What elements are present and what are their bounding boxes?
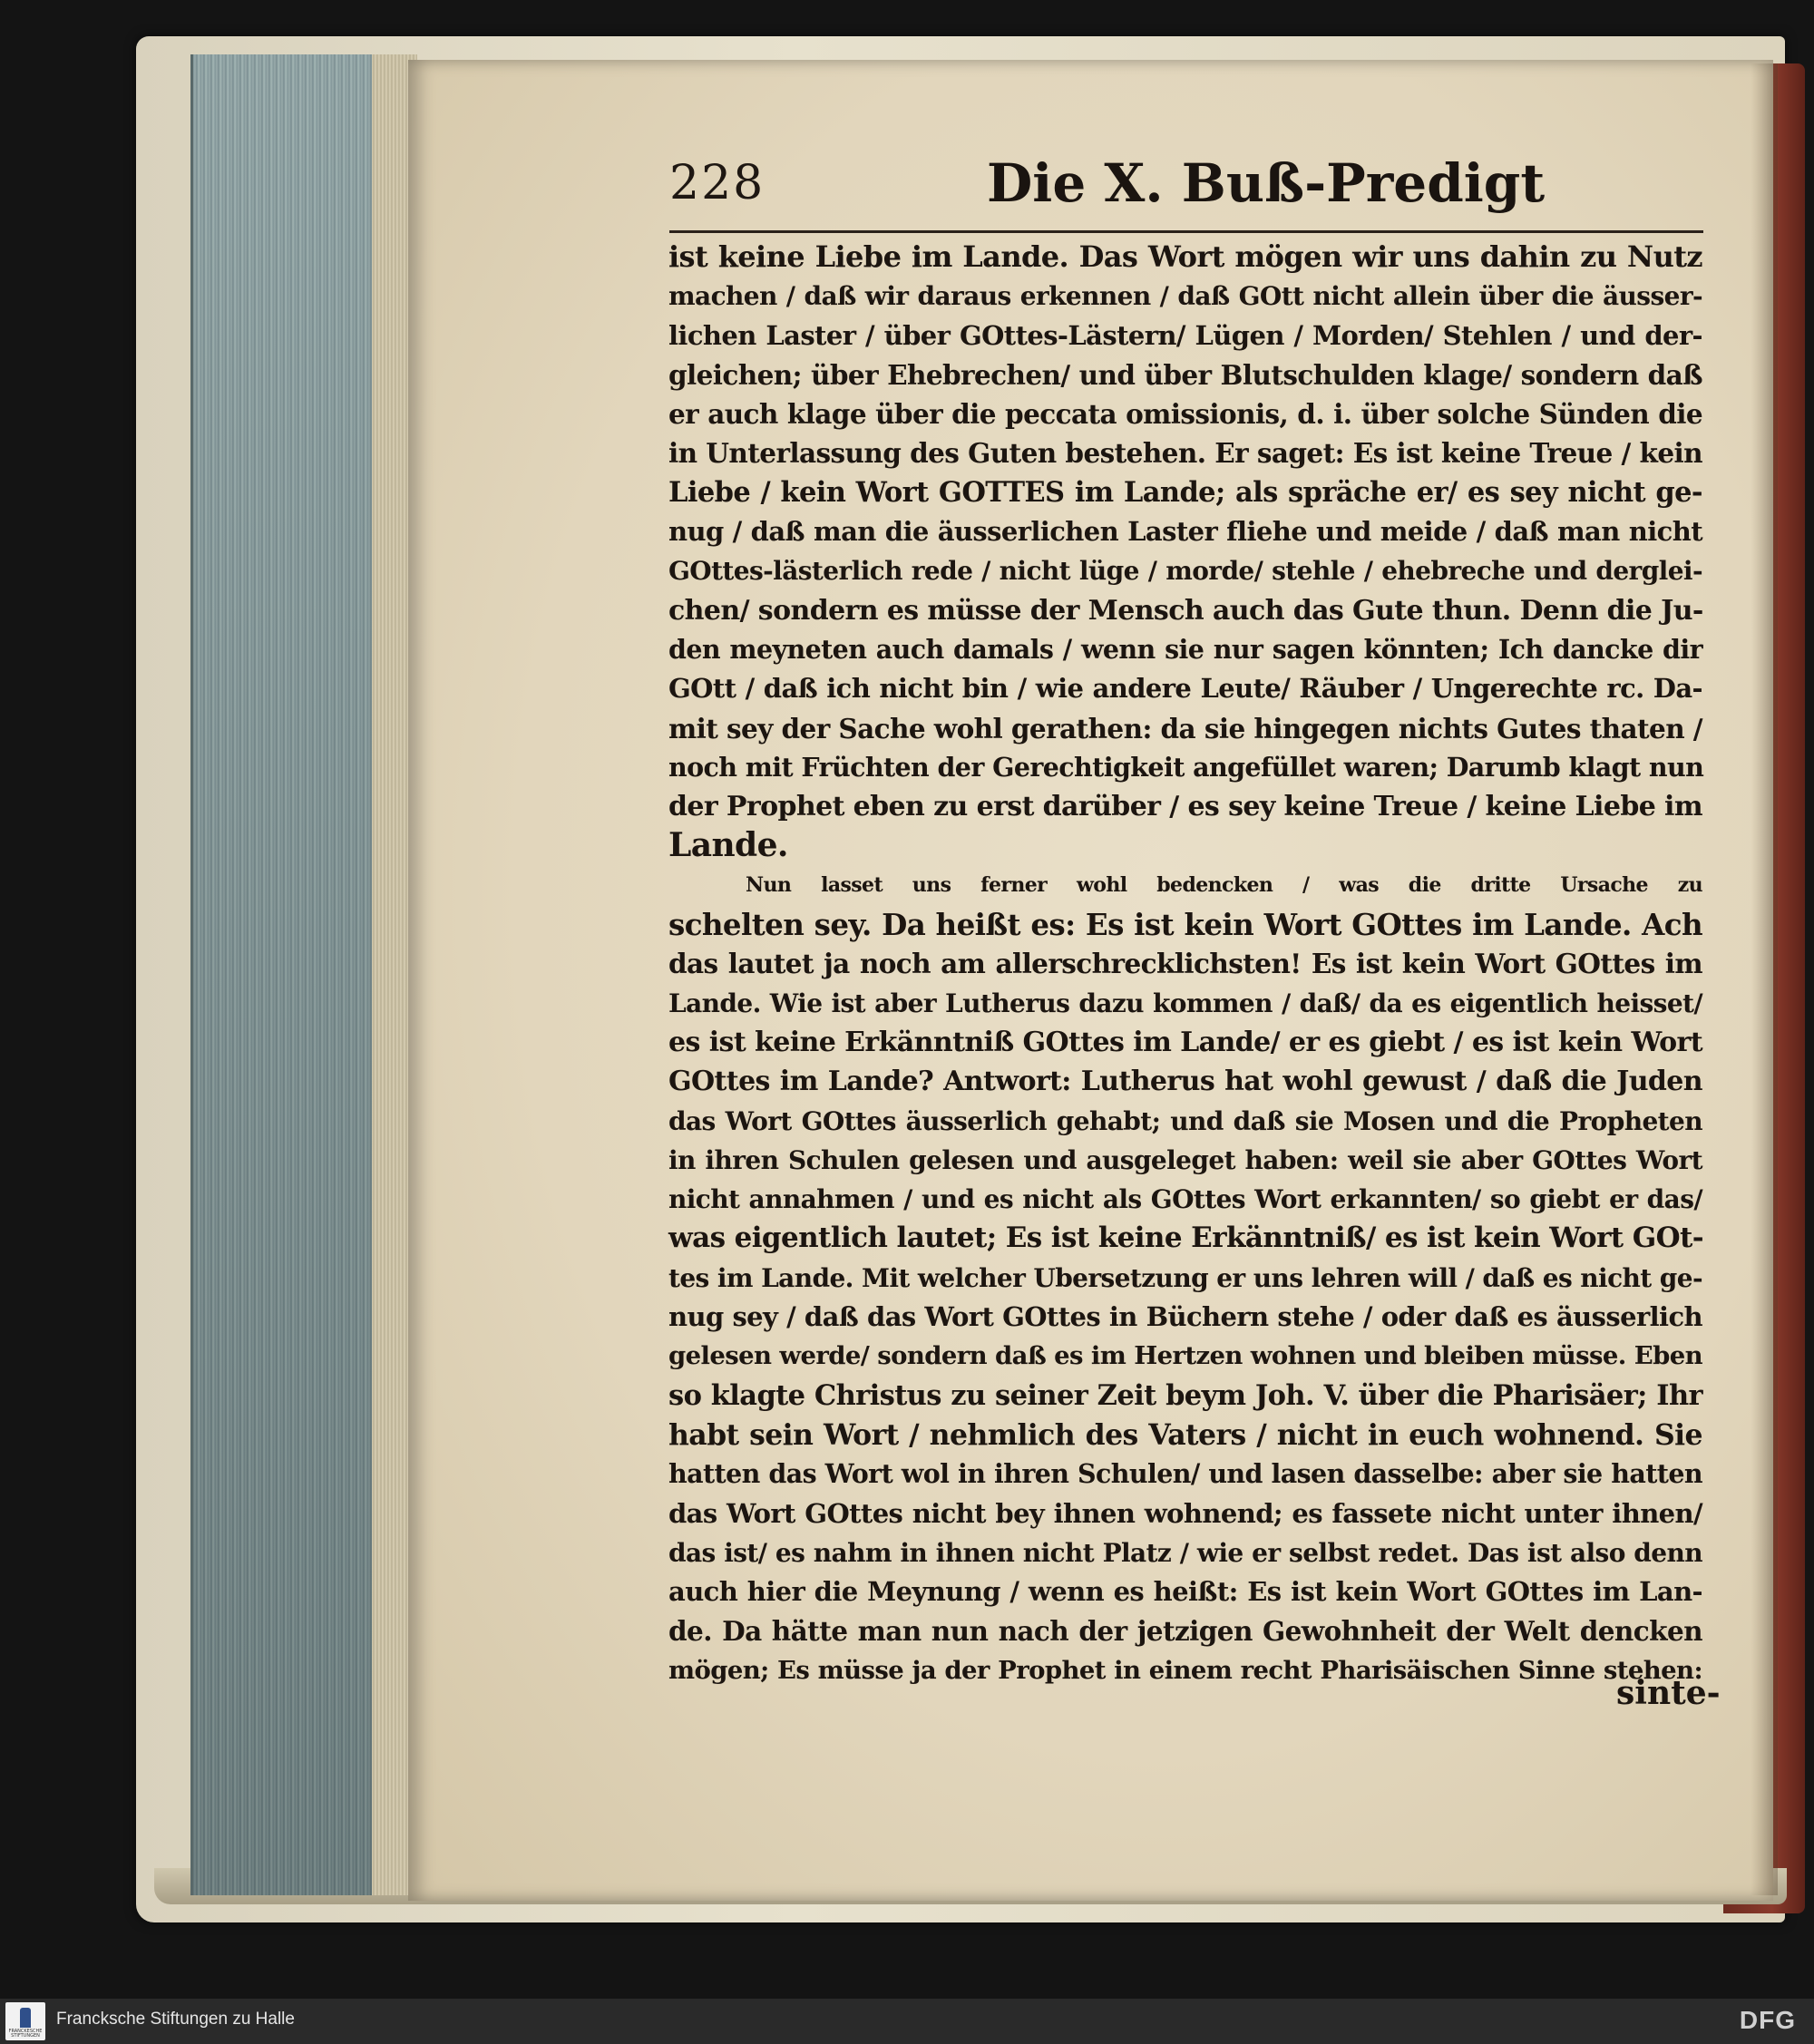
- text-line: auch hier die Meynung / wenn es heißt: Es ist kein Wort GOttes im Lan-: [668, 1576, 1702, 1608]
- text-line: Lande.: [668, 826, 788, 865]
- text-line: machen / daß wir daraus erkennen / daß GOtt nicht allein über die äusser-: [668, 281, 1702, 312]
- text-line: noch mit Früchten der Gerechtigkeit angefüllet waren; Darumb klagt nun: [668, 751, 1704, 783]
- text-line: in ihren Schulen gelesen und ausgeleget haben: weil sie aber GOttes Wort: [668, 1144, 1702, 1175]
- running-title: Die X. Buß-Predigt: [987, 152, 1546, 214]
- text-line: GOttes-lästerlich rede / nicht lüge / morde/ stehle / ehebreche und derglei-: [668, 556, 1702, 587]
- institution-logo: [5, 2002, 45, 2040]
- institution-logo-text: FRANCKESCHE STIFTUNGEN: [8, 2029, 43, 2039]
- page-number: 228: [669, 156, 766, 210]
- text-line: GOttes im Lande? Antwort: Lutherus hat wohl gewust / daß die Juden: [668, 1066, 1702, 1098]
- header-rule: [669, 230, 1703, 233]
- catchword: sinte-: [1616, 1674, 1721, 1712]
- text-line: lichen Laster / über GOttes-Lästern/ Lügen / Morden/ Stehlen / und der-: [668, 319, 1702, 351]
- text-line: das ist/ es nahm in ihnen nicht Platz / wie er selbst redet. Das ist also denn: [668, 1537, 1702, 1568]
- text-line: GOtt / daß ich nicht bin / wie andere Leute/ Räuber / Ungerechte rc. Da-: [668, 673, 1702, 705]
- text-line: Lande. Wie ist aber Lutherus dazu kommen / daß/ da es eigentlich heisset/: [668, 988, 1702, 1018]
- text-line: das lautet ja noch am allerschrecklichsten! Es ist kein Wort GOttes im: [668, 948, 1702, 980]
- text-line: hatten das Wort wol in ihren Schulen/ und lasen dasselbe: aber sie hatten: [668, 1458, 1702, 1490]
- text-line: habt sein Wort / nehmlich des Vaters / nicht in euch wohnend. Sie: [668, 1417, 1702, 1452]
- text-line: nug / daß man die äusserlichen Laster fliehe und meide / daß man nicht: [668, 516, 1702, 548]
- text-line: das Wort GOttes äusserlich gehabt; und daß sie Mosen und die Propheten: [668, 1105, 1702, 1136]
- gutter-shadow: [1751, 63, 1778, 1895]
- text-line: es ist keine Erkänntniß GOttes im Lande/ er es giebt / es ist kein Wort: [668, 1026, 1702, 1058]
- text-line: der Prophet eben zu erst darüber / es sey keine Treue / keine Liebe im: [668, 791, 1702, 823]
- text-line: das Wort GOttes nicht bey ihnen wohnend; es fassete nicht unter ihnen/: [668, 1497, 1702, 1529]
- text-line: er auch klage über die peccata omissionis, d. i. über solche Sünden die: [668, 398, 1702, 431]
- body-text: [668, 238, 1702, 1690]
- text-line: mit sey der Sache wohl gerathen: da sie hingegen nichts Gutes thaten /: [668, 712, 1702, 745]
- text-line: ist keine Liebe im Lande. Das Wort mögen wir uns dahin zu Nutz: [668, 239, 1702, 274]
- text-line: chen/ sondern es müsse der Mensch auch das Gute thun. Denn die Ju-: [668, 594, 1703, 627]
- text-line: so klagte Christus zu seiner Zeit beym Joh. V. über die Pharisäer; Ihr: [668, 1378, 1702, 1412]
- text-line: in Unterlassung des Guten bestehen. Er saget: Es ist keine Treue / kein: [668, 437, 1702, 470]
- text-line: de. Da hätte man nun nach der jetzigen Gewohnheit der Welt dencken: [668, 1615, 1702, 1648]
- text-line: mögen; Es müsse ja der Prophet in einem recht Pharisäischen Sinne stehen:: [668, 1655, 1702, 1685]
- text-line: schelten sey. Da heißt es: Es ist kein Wort GOttes im Lande. Ach: [668, 907, 1702, 943]
- page-header: [669, 152, 1703, 225]
- text-line: nug sey / daß das Wort GOttes in Büchern stehe / oder daß es äusserlich: [668, 1301, 1702, 1333]
- text-line: den meyneten auch damals / wenn sie nur sagen könnten; Ich dancke dir: [668, 633, 1702, 665]
- text-line: gleichen; über Ehebrechen/ und über Blutschulden klage/ sondern daß: [668, 358, 1702, 391]
- text-line: Liebe / kein Wort GOTTES im Lande; als spräche er/ es sey nicht ge-: [668, 475, 1702, 509]
- text-line: gelesen werde/ sondern daß es im Hertzen wohnen und bleiben müsse. Eben: [668, 1341, 1702, 1371]
- dfg-logo: DFG: [1739, 2006, 1796, 2034]
- text-line: tes im Lande. Mit welcher Ubersetzung er uns lehren will / daß es nicht ge-: [668, 1262, 1702, 1293]
- viewer-footer: [0, 1999, 1814, 2044]
- institution-name[interactable]: Francksche Stiftungen zu Halle: [56, 2010, 295, 2029]
- text-line: Nun lasset uns ferner wohl bedencken / was die dritte Ursache zu: [746, 872, 1702, 897]
- institution-logo-icon: [20, 2008, 31, 2028]
- text-line: was eigentlich lautet; Es ist keine Erkänntniß/ es ist kein Wort GOt-: [668, 1222, 1703, 1255]
- text-line: nicht annahmen / und es nicht als GOttes Wort erkannten/ so giebt er das/: [668, 1184, 1702, 1215]
